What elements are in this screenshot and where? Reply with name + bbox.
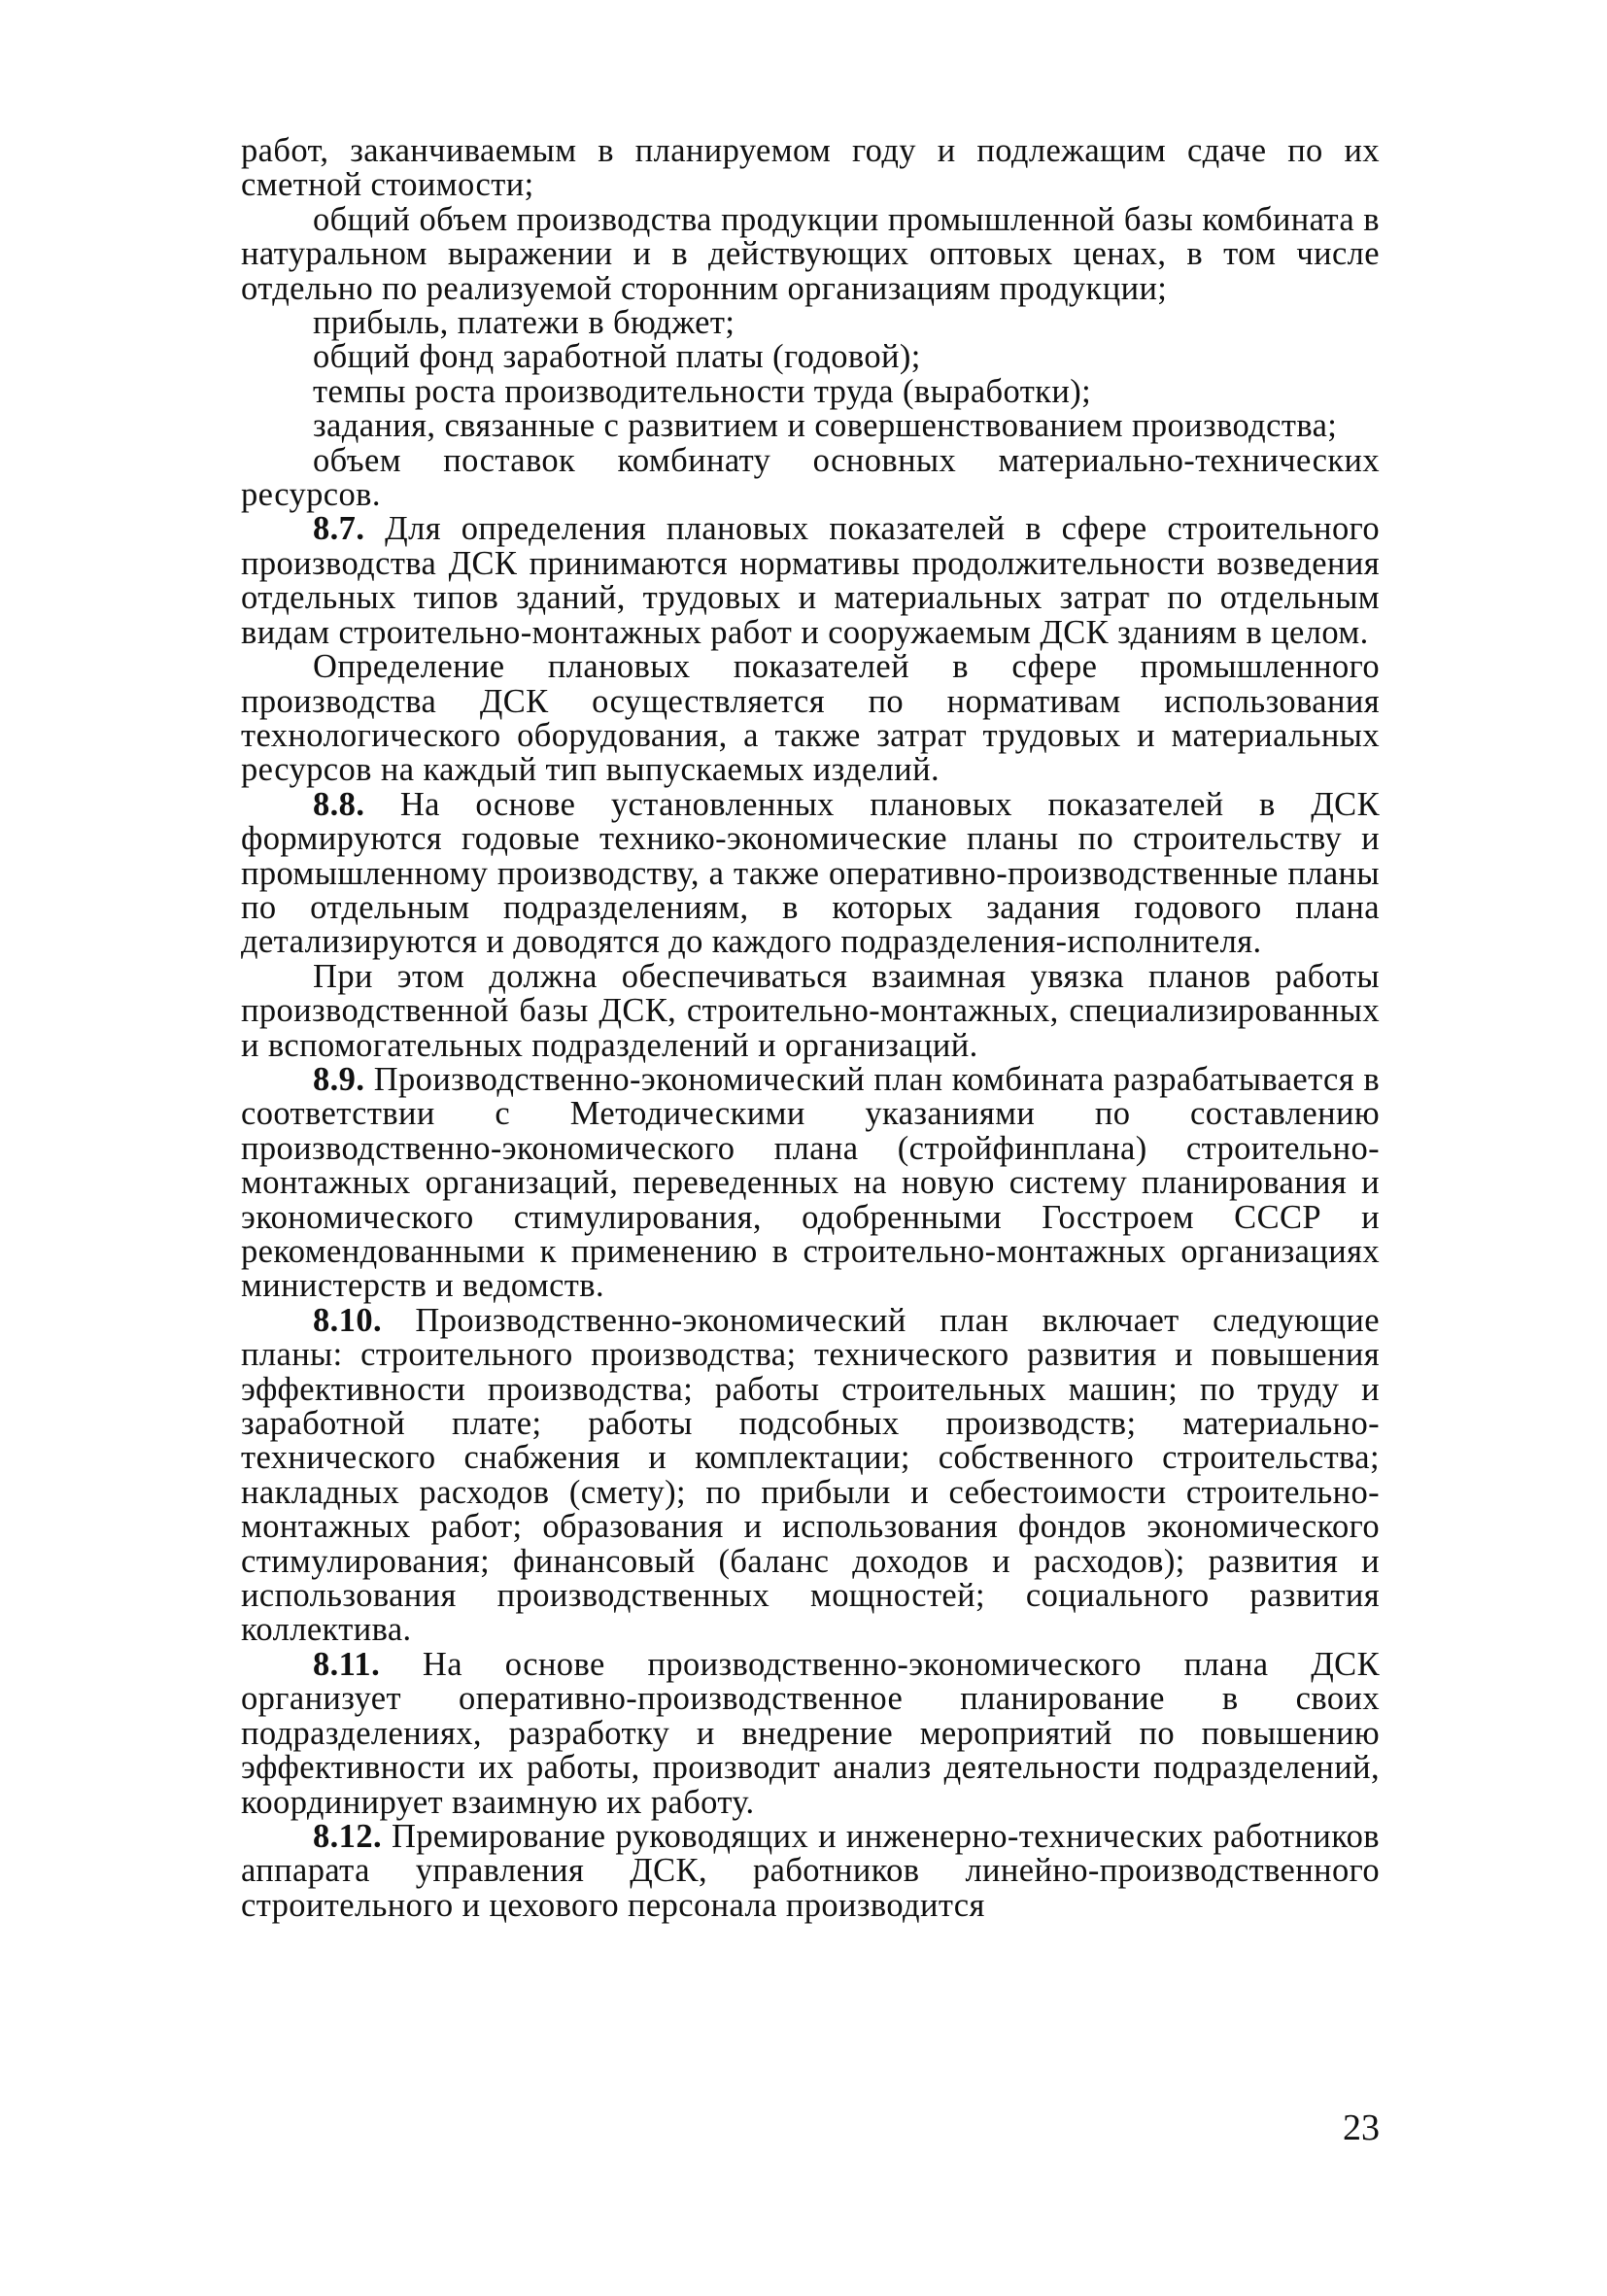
paragraph-2 [241,306,1380,340]
paragraph-4 [241,372,1380,410]
paragraph-text: Определение плановых показателей в сфере промышленного производства ДСК осуществляется по нормативам использования технологического оборудования, а также затрат трудовых и материальных ресурсов на каждый тип выпускаемых изделий. [241,648,1380,789]
section-number: 8.7. [313,510,365,548]
page-body [241,134,1380,1923]
paragraph-text: На основе производственно-экономического плана ДСК организует оперативно-производственное планирование в своих подразделениях, разработку и внедрение мероприятий по повышению эффективности их работы, производит анализ деятельности подразделений, координирует взаимную их работу. [241,1645,1380,1821]
paragraph-0 [241,134,1380,203]
section-number: 8.10. [313,1301,382,1339]
section-8-11 [241,1645,1380,1821]
paragraph-text: Для определения плановых показателей в сфере строительного производства ДСК принимаются нормативы продолжительности возведения отдельных типов зданий, трудовых и материальных затрат по отдельным видам строительно-монтажных работ и сооружаемым ДСК зданиям в целом. [241,510,1380,651]
section-8-7 [241,512,1380,650]
paragraph-text: На основе установленных плановых показателей в ДСК формируются годовые технико-экономические планы по строительству и промышленному производству, а также оперативно-производственные планы по отдельным подразделениям, в которых задания годового плана детализируются и доводятся до каждого подразделения-исполнителя. [241,785,1380,961]
paragraph-1 [241,200,1380,307]
section-number: 8.9. [313,1060,365,1098]
paragraph-3 [241,340,1380,374]
section-number: 8.11. [313,1645,381,1683]
paragraph-text: Производственно-экономический план комбината разрабатывается в соответствии с Методическими указаниями по составлению производственно-экономического плана (стройфинплана) строительно-монтажных организаций, переведенных на новую систему планирования и экономического стимулирования, одобренными Госстроем СССР и рекомендованными к применению в строительно-монтажных организациях министерств и ведомств. [241,1060,1381,1305]
section-8-10 [241,1301,1380,1649]
paragraph-text: прибыль, платежи в бюджет; [313,304,735,342]
section-8-8 [241,785,1380,961]
paragraph-10 [241,957,1380,1064]
paragraph-text: общий объем производства продукции промышленной базы комбината в натуральном выражении и в действующих оптовых ценах, в том числе отдельно по реализуемой сторонним организациям продукции; [241,200,1380,307]
paragraph-6 [241,441,1380,514]
section-8-12 [241,1817,1380,1924]
paragraph-text: общий фонд заработной платы (годовой); [313,338,921,376]
paragraph-text: Премирование руководящих и инженерно-технических работников аппарата управления ДСК, работников линейно-производственного строительного и цехового персонала производится [241,1817,1380,1924]
paragraph-8 [241,650,1380,788]
paragraph-text: работ, заканчиваемым в планируемом году и подлежащим сдаче по их сметной стоимости; [241,132,1380,204]
section-number: 8.12. [313,1817,382,1855]
paragraph-text: темпы роста производительности труда (выработки); [313,372,1092,410]
page-number: 23 [1343,2108,1380,2148]
paragraph-text: Производственно-экономический план включает следующие планы: строительного производства; технического развития и повышения эффективности производства; работы строительных машин; по труду и заработной плате; работы подсобных производств; материально-технического снабжения и комплектации; собственного строительства; накладных расходов (смету); по прибыли и себестоимости строительно-монтажных работ; образования и использования фондов экономического стимулирования; финансовый (баланс доходов и расходов); развития и использования производственных мощностей; социального развития коллектива. [241,1301,1380,1649]
section-8-9 [241,1060,1381,1305]
paragraph-text: При этом должна обеспечиваться взаимная увязка планов работы производственной базы ДСК, строительно-монтажных, специализированных и вспомогательных подразделений и организаций. [241,957,1380,1064]
paragraph-text: задания, связанные с развитием и совершенствованием производства; [313,407,1338,445]
paragraph-5 [241,409,1380,443]
paragraph-text: объем поставок комбинату основных материально-технических ресурсов. [241,441,1380,514]
section-number: 8.8. [313,785,365,823]
